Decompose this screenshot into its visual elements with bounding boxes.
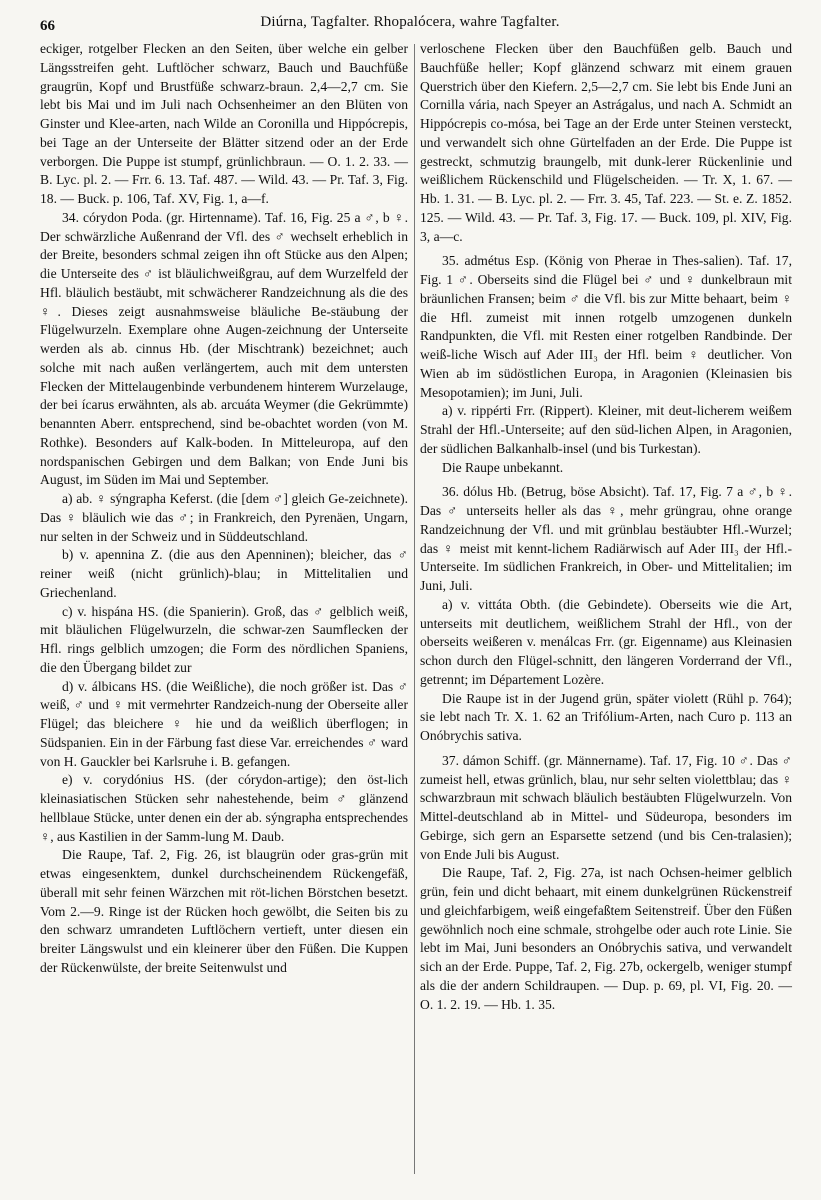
larva-paragraph: Die Raupe unbekannt. xyxy=(442,459,564,475)
variety-paragraph: a) v. rippérti Frr. (Rippert). Kleiner, mit deut-licherem weißem Strahl der Hfl.-Unterseite; auf den süd-lichen Alpen, in Aragonien, der südlichen Balkanhalb-insel (und bis Turkestan). xyxy=(420,403,792,456)
variety-paragraph: d) v. álbicans HS. (die Weißliche), die noch größer ist. Das ♂ weiß, ♂ und ♀ mit vermehrter Randzeich-nung der Oberseite aller Flügel; das bleichere ♀ hie und da weißlich überflogen; in Südspanien. Ein in der Färbung fast diese Var. erreichendes ♂ ward von H. Gauckler bei Karlsruhe i. B. gefangen. xyxy=(40,678,408,769)
variety-paragraph: b) v. apennina Z. (die aus den Apenninen); bleicher, das ♂ reiner weiß (nicht grünlich)-blau; in Mittelitalien und Griechenland. xyxy=(40,547,408,600)
paragraph: eckiger, rotgelber Flecken an den Seiten, über welche ein gelber Längsstreifen geht. Luftlöcher schwarz, Bauch und Bauchfüße graugrün, Kopf und Brustfüße schwarz-braun. 2,4—2,7 cm. Sie lebt bis Mai und im Juli nach Ochsenheimer an den Blüten von Ginster und Klee-arten, nach Wilde an Coronilla und Hippócrepis, bei Tage an der Unterseite der Blätter sitzend oder an der Erde verborgen. Die Puppe ist stumpf, grünlichbraun. — O. 1. 2. 33. — B. Lyc. pl. 2. — Frr. 6. 13. Taf. 487. — Wild. 43. — Pr. Taf. 3, Fig. 18. — Buck. p. 106, Taf. XV, Fig. 1, a—f. xyxy=(40,41,408,206)
variety-paragraph: a) v. vittáta Obth. (die Gebindete). Oberseits wie die Art, unterseits mit deutlichem, weißlichem Strahl der Hfl., von der oberseits weißeren v. menálcas Frr. (gr. Eigenname) aus Kleinasien schon durch den Flügel-schnitt, den längeren Vorderrand der Vfl., getrennt; im Département Lozère. xyxy=(420,596,792,687)
left-column xyxy=(40,40,408,978)
variety-paragraph: a) ab. ♀ sýngrapha Keferst. (die [dem ♂] gleich Ge-zeichnete). Das ♀ bläulich wie das ♂; in Frankreich, den Pyrenäen, Ungarn, nur selten in der Schweiz und in Süddeutschland. xyxy=(40,491,408,544)
variety-paragraph: e) v. corydónius HS. (der córydon-artige); den öst-lich kleinasiatischen Stücken sehr nahestehende, beim ♂ glänzend hellblaue Stücke, unter denen ein der ab. sýngrapha entsprechendes ♀, aus Kastilien in der Samm-lung M. Daub. xyxy=(40,772,408,844)
page-number: 66 xyxy=(40,18,55,34)
larva-paragraph: Die Raupe, Taf. 2, Fig. 27a, ist nach Ochsen-heimer gelblich grün, fein und dicht behaart, mit einem dunkelgrünen Rückenstreif und gleichfarbigem, weiß eingefaßtem Seitenstreif. Über den Füßen gewöhnlich noch eine schmale, strohgelbe oder auch rote Linie. Sie lebt im Mai, Juni besonders an Onóbrychis sativa, und verwandelt sich an der Erde. Puppe, Taf. 2, Fig. 27b, ockergelb, weniger stumpf als die der andern Schildraupen. — Dup. p. 69, pl. VI, Fig. 20. — O. 1. 2. 19. — Hb. 1. 35. xyxy=(420,865,792,1012)
species-entry-admetus: 35. admétus Esp. (König von Pherae in Thes-salien). Taf. 17, Fig. 1 ♂. Oberseits sind die Flügel bei ♂ und ♀ dunkelbraun mit bräunlichen Fransen; beim ♂ die Vfl. bis zur Mitte behaart, beim ♀ die Hfl. zumeist mit innen rotgelb umzogenen dunkeln Randpunkten, die Vfl. mit Resten einer rotgelben Randbinde. Der weiß-liche Wisch auf Ader III₃ der Hfl. beim ♀ deutlicher. Von Wien ab im südöstlichen Europa, in Aragonien (Kleinasien bis Mesopotamien); im Juni, Juli. xyxy=(420,253,792,400)
page-header xyxy=(40,10,780,34)
running-title: Diúrna, Tagfalter. Rhopalócera, wahre Tagfalter. xyxy=(260,14,560,30)
larva-paragraph: Die Raupe, Taf. 2, Fig. 26, ist blaugrün oder gras-grün mit etwas eingesenktem, dunkel durchscheinendem Rückengefäß, überall mit sehr feinen Wärzchen mit röt-lichen Börstchen besetzt. Vom 2.—9. Ringe ist der Rücken hoch gewölbt, die Seiten bis zu den schwarz umrandeten Luftlöchern vertieft, unter diesen ein breiter Längswulst und ein kleinerer über den Füßen. Die Kuppen der Rückenwülste, der breite Seitenwulst und xyxy=(40,847,408,975)
larva-paragraph: Die Raupe ist in der Jugend grün, später violett (Rühl p. 764); sie lebt nach Tr. X. 1. 62 an Trifólium-Arten, nach Curo p. 113 an Onóbrychis sativa. xyxy=(420,690,792,743)
right-column xyxy=(420,40,792,1014)
paragraph: verloschene Flecken über den Bauchfüßen gelb. Bauch und Bauchfüße heller; Kopf glänzend schwarz mit einem grauen Querstrich über den Kiefern. 2,5—2,7 cm. Sie lebt bis Ende Juni an Cornilla vária, nach Speyer an Astrágalus, und nach A. Schmidt an Hippócrepis co-mósa, bei Tage an der Erde unter Steinen versteckt, und verwandelt sich ohne Gürtelfaden an der Erde. Die Puppe ist gestreckt, schmutzig braungelb, mit dunk-lerer Rückenlinie und weißlichem Rückenschild und Flügelscheiden. — Tr. X, 1. 67. — Hb. 1. 31. — B. Lyc. pl. 2. — Frr. 3. 45, Taf. 223. — St. e. Z. 1852. 125. — Wild. 43. — Pr. Taf. 3, Fig. 17. — Buck. 109, pl. XIV, Fig. 3, a—c. xyxy=(420,41,792,244)
species-entry-dolus: 36. dólus Hb. (Betrug, böse Absicht). Taf. 17, Fig. 7 a ♂, b ♀. Das ♂ unterseits heller als das ♀, mehr grüngrau, ohne orange Randzeichnung der Vfl. und mit grünblau bestäubter Hfl.-Wurzel; das ♀ meist mit kennt-lichem Radiärwisch auf Ader III₃ der Hfl.-Unterseite. Im südlichen Frankreich, in Ober- und Mittelitalien; im Juni, Juli. xyxy=(420,484,792,593)
species-entry-damon: 37. dámon Schiff. (gr. Männername). Taf. 17, Fig. 10 ♂. Das ♂ zumeist hell, etwas grünlich, blau, nur sehr selten violettblau; das ♀ schwarzbraun mit schwach bläulich bestäubten Flügelwurzeln. Von Mittel-deutschland ab in Mittel- und Südeuropa, besonders im Gebirge, sich gern an Esparsette setzend (und bis Cen-tralasien); von Ende Juli bis August. xyxy=(420,752,792,862)
species-entry-corydon: 34. córydon Poda. (gr. Hirtenname). Taf. 16, Fig. 25 a ♂, b ♀. Der schwärzliche Außenrand der Vfl. des ♂ wechselt erheblich in der Breite, besonders schmal zeigen ihn oft Stücke aus den Alpen; die Unterseite des ♂ ist bläulichweißgrau, auf dem Wurzelfeld der Hfl. bläulich bestäubt, mit schwächerer Randzeichnung als die des ♀. Dieses zeigt ausnahmsweise bläuliche Be-stäubung der Flügelwurzeln. Exemplare ohne Augen-zeichnung der Unterseite werden als ab. cinnus Hb. (der Mischtrank) bezeichnet; auch solche mit nach außen verlängertem, auch mit dem untersten Flecken der Mittelaugenbinde verbundenem hinterem Wurzelauge, der bei ícarus erwähnten, als ab. arcuáta Weymer (die Gekrümmte) benannten Aberr. entsprechend, sind be-obachtet worden (von M. Rothke). Besonders auf Kalk-boden. In Mitteleuropa, auf den nordspanischen Gebirgen und dem Balkan; von Ende Juni bis August, im Süden im Mai und September. xyxy=(40,209,408,488)
variety-paragraph: c) v. hispána HS. (die Spanierin). Groß, das ♂ gelblich weiß, mit bläulichen Flügelwurzeln, die schwar-zen Saumflecken der Hfl. rings gelblich umzogen; die Form des nördlichen Spaniens, die den Übergang bildet zur xyxy=(40,603,408,675)
column-divider xyxy=(414,44,415,1174)
